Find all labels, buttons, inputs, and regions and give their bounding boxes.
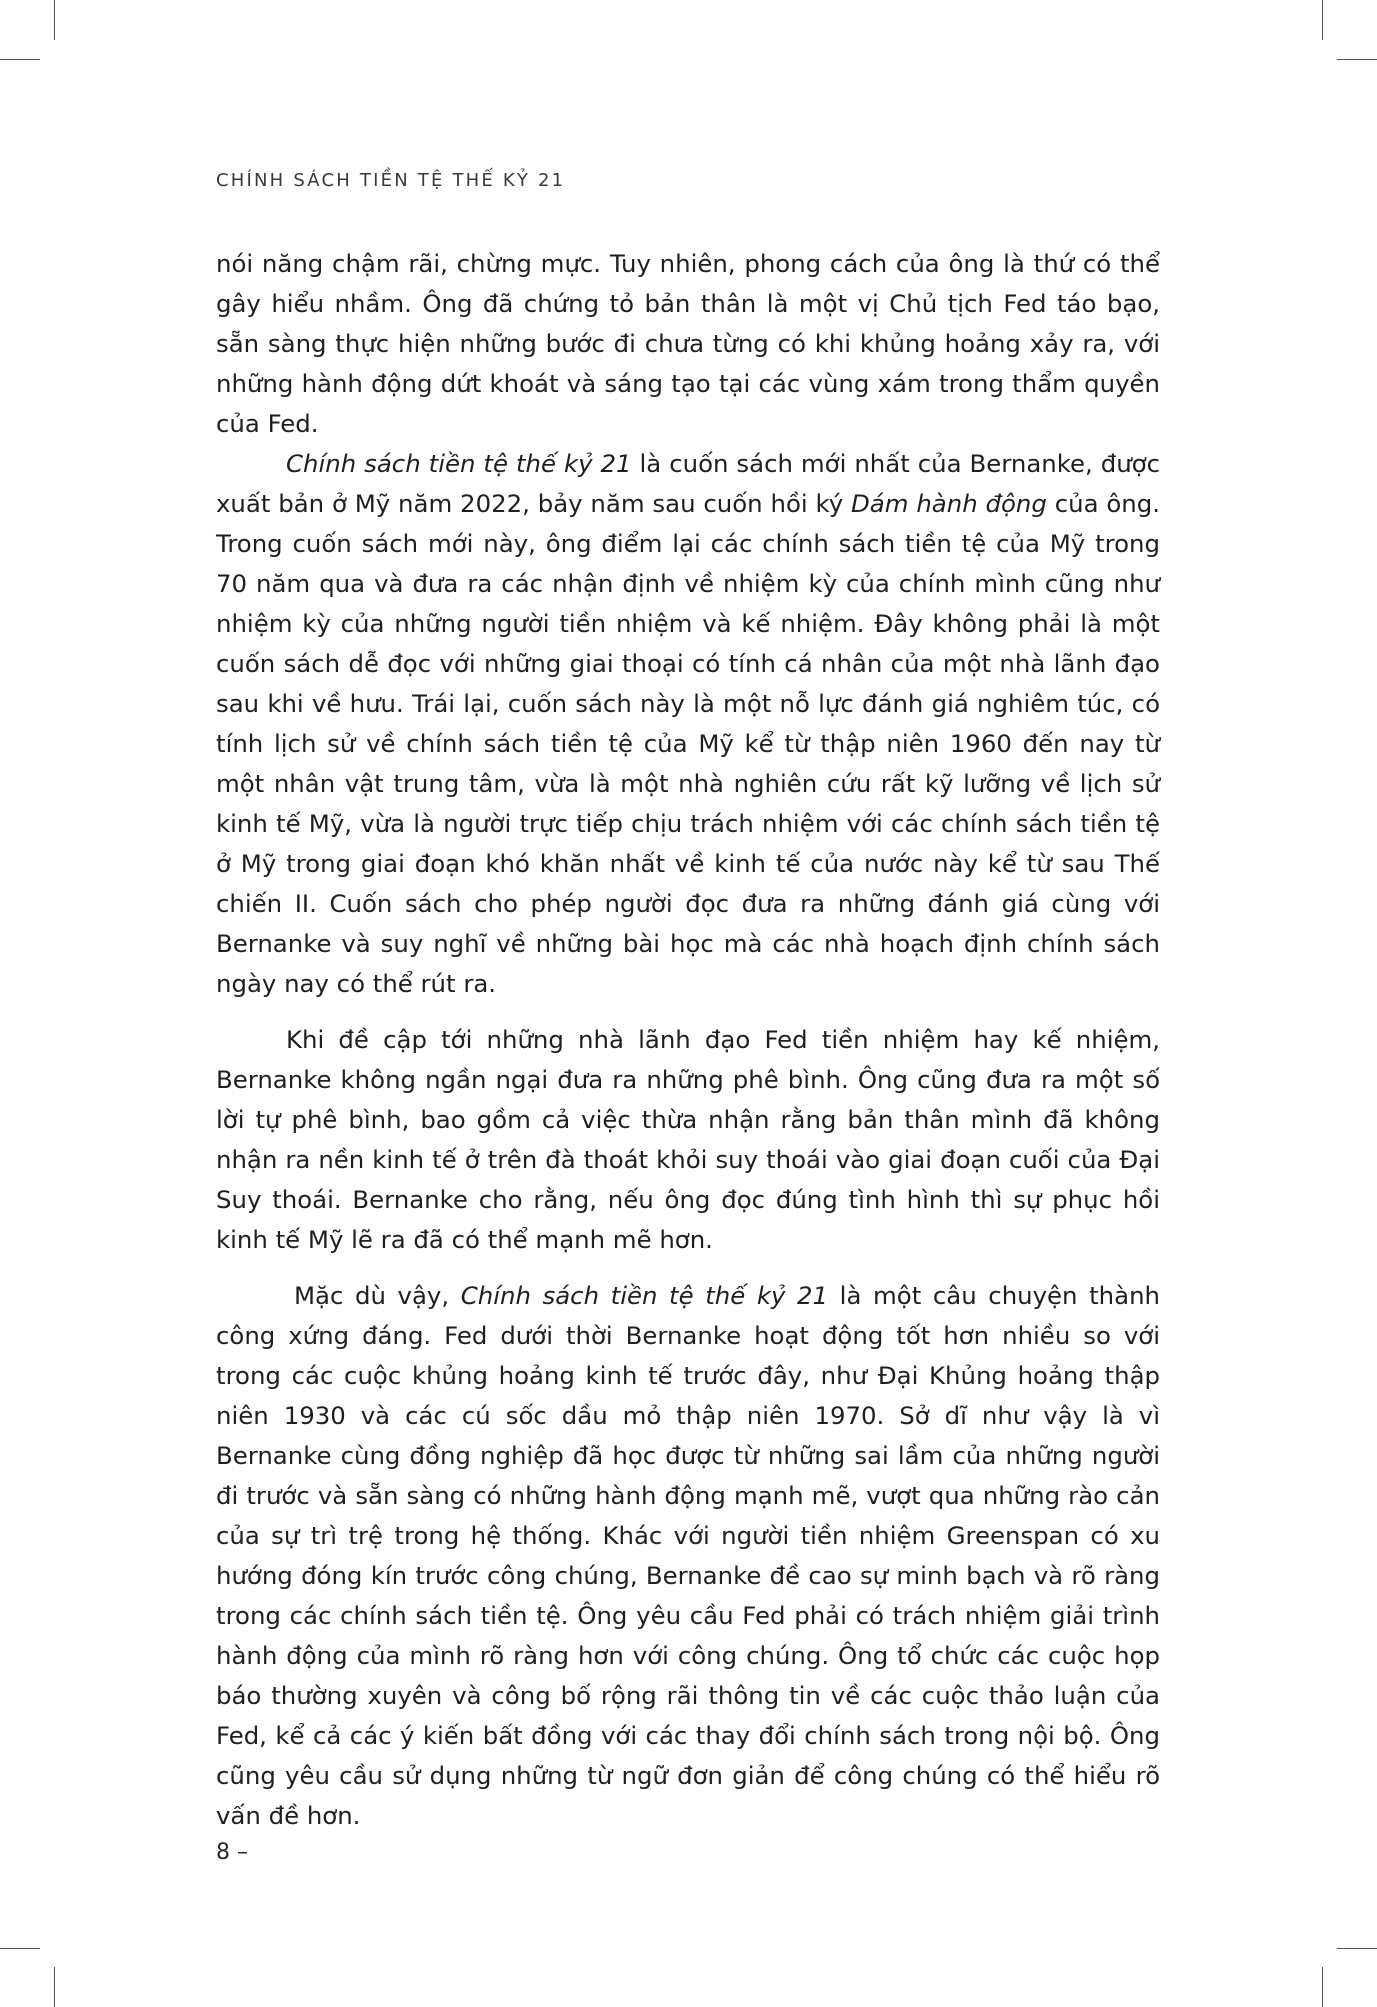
paragraph-4-text-2: là một câu chuyện thành công xứng đáng. Fed dưới thời Bernanke hoạt động tốt hơn nhiều so với trong các cuộc khủng hoảng kinh tế trước đây, như Đại Khủng hoảng thập niên 1930 và các cú sốc dầu mỏ thập niên 1970. Sở dĩ như vậy là vì Bernanke cùng đồng nghiệp đã học được từ những sai lầm của những người đi trước và sẵn sàng có những hành động mạnh mẽ, vượt qua những rào cản của sự trì trệ trong hệ thống. Khác với người tiền nhiệm Greenspan có xu hướng đóng kín trước công chúng, Bernanke đề cao sự minh bạch và rõ ràng trong các chính sách tiền tệ. Ông yêu cầu Fed phải có trách nhiệm giải trình hành động của mình rõ ràng hơn với công chúng. Ông tổ chức các cuộc họp báo thường xuyên và công bố rộng rãi thông tin về các cuộc thảo luận của Fed, kể cả các ý kiến bất đồng với các thay đổi chính sách trong nội bộ. Ông cũng yêu cầu sử dụng những từ ngữ đơn giản để công chúng có thể hiểu rõ vấn đề hơn. (216, 1281, 1160, 1830)
paragraph-1 (216, 244, 1160, 444)
paragraph-2 (216, 444, 1160, 1004)
crop-mark-bottom-left (54, 1967, 55, 2007)
crop-mark-top-right-horizontal (1337, 59, 1377, 60)
paragraph-1-text: nói năng chậm rãi, chừng mực. Tuy nhiên, phong cách của ông là thứ có thể gây hiểu nhầm. Ông đã chứng tỏ bản thân là một vị Chủ tịch Fed táo bạo, sẵn sàng thực hiện những bước đi chưa từng có khi khủng hoảng xảy ra, với những hành động dứt khoát và sáng tạo tại các vùng xám trong thẩm quyền của Fed. (216, 249, 1160, 438)
book-title-italic-2: Chính sách tiền tệ thế kỷ 21 (460, 1281, 829, 1310)
running-header: CHÍNH SÁCH TIỀN TỆ THẾ KỶ 21 (216, 170, 566, 191)
book-title-italic: Chính sách tiền tệ thế kỷ 21 (286, 449, 632, 478)
paragraph-2-text-1: là cuốn sách mới nhất của Bernanke, được xuất bản ở Mỹ năm 2022, bảy năm sau cuốn hồi ký (216, 449, 1160, 518)
page-number: 8 – (216, 1840, 248, 1865)
crop-mark-top-left-horizontal (0, 59, 40, 60)
crop-mark-top-right (1322, 0, 1323, 40)
body-text (216, 244, 1160, 1836)
crop-mark-bottom-right-horizontal (1337, 1948, 1377, 1949)
paragraph-3-text: Khi đề cập tới những nhà lãnh đạo Fed tiền nhiệm hay kế nhiệm, Bernanke không ngần ngại đưa ra những phê bình. Ông cũng đưa ra một số lời tự phê bình, bao gồm cả việc thừa nhận rằng bản thân mình đã không nhận ra nền kinh tế ở trên đà thoát khỏi suy thoái vào giai đoạn cuối của Đại Suy thoái. Bernanke cho rằng, nếu ông đọc đúng tình hình thì sự phục hồi kinh tế Mỹ lẽ ra đã có thể mạnh mẽ hơn. (216, 1025, 1160, 1254)
paragraph-4 (216, 1276, 1160, 1836)
paragraph-2-text-2: của ông. Trong cuốn sách mới này, ông điểm lại các chính sách tiền tệ của Mỹ trong 70 năm qua và đưa ra các nhận định về nhiệm kỳ của chính mình cũng như nhiệm kỳ của những người tiền nhiệm và kế nhiệm. Đây không phải là một cuốn sách dễ đọc với những giai thoại có tính cá nhân của một nhà lãnh đạo sau khi về hưu. Trái lại, cuốn sách này là một nỗ lực đánh giá nghiêm túc, có tính lịch sử về chính sách tiền tệ của Mỹ kể từ thập niên 1960 đến nay từ một nhân vật trung tâm, vừa là một nhà nghiên cứu rất kỹ lưỡng về lịch sử kinh tế Mỹ, vừa là người trực tiếp chịu trách nhiệm với các chính sách tiền tệ ở Mỹ trong giai đoạn khó khăn nhất về kinh tế của nước này kể từ sau Thế chiến II. Cuốn sách cho phép người đọc đưa ra những đánh giá cùng với Bernanke và suy nghĩ về những bài học mà các nhà hoạch định chính sách ngày nay có thể rút ra. (216, 489, 1160, 998)
crop-mark-top-left (54, 0, 55, 40)
crop-mark-bottom-right (1322, 1967, 1323, 2007)
crop-mark-bottom-left-horizontal (0, 1948, 40, 1949)
paragraph-4-text-1: Mặc dù vậy, (294, 1281, 461, 1310)
memoir-title-italic: Dám hành động (851, 489, 1047, 518)
paragraph-3 (216, 1020, 1160, 1260)
